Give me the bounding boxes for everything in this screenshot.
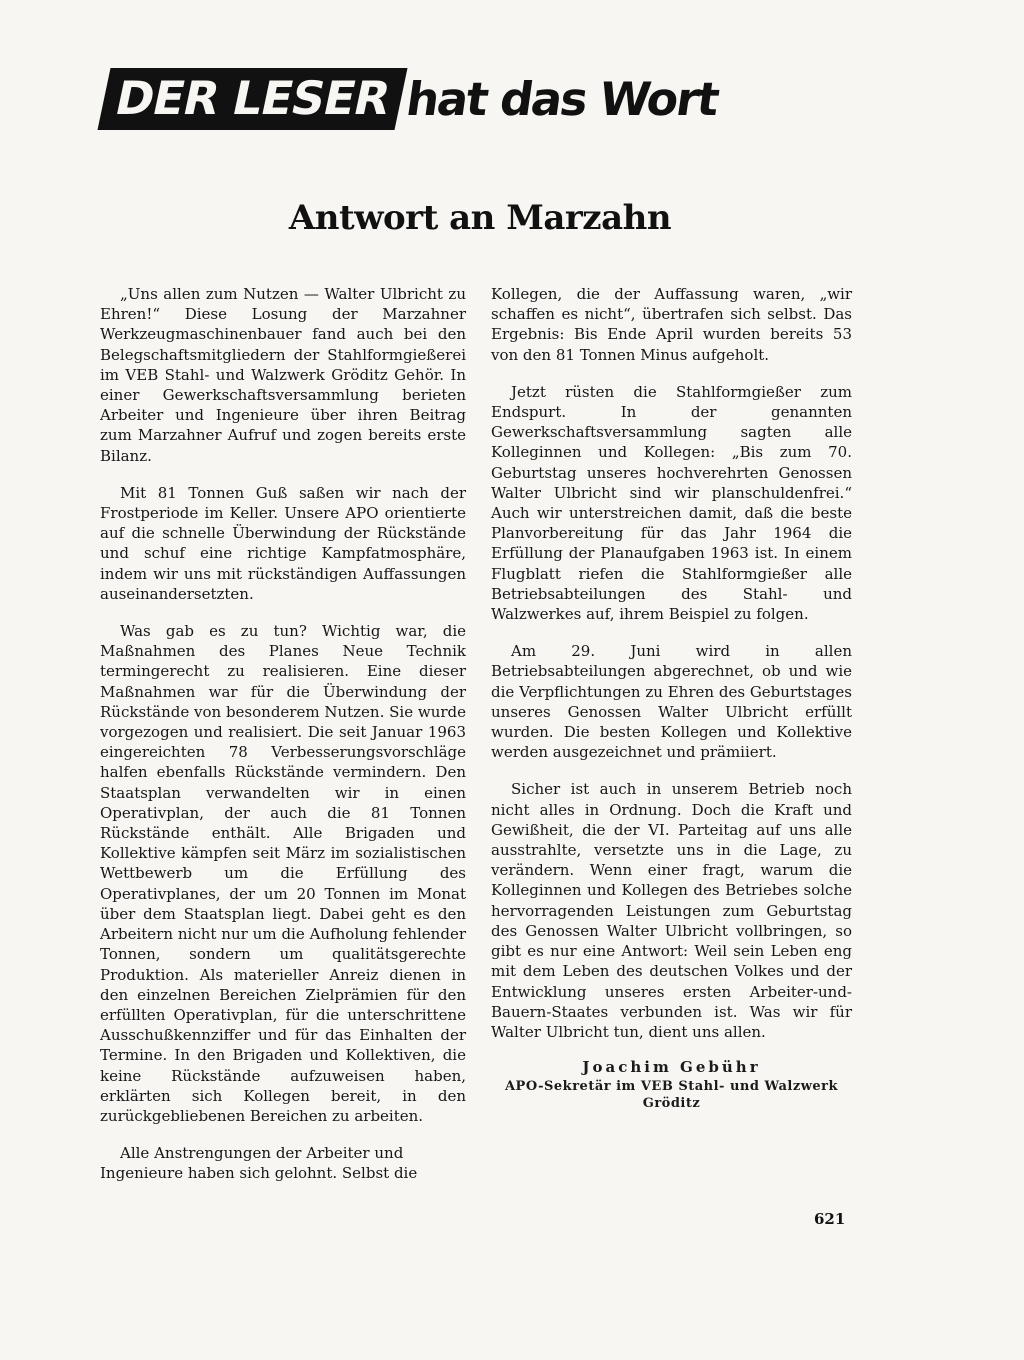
paragraph: Mit 81 Tonnen Guß saßen wir nach der Frostperiode im Keller. Unsere APO orientierte auf die schnelle Überwindung der Rückstände und schuf eine richtige Kampfatmosphäre, indem wir uns mit rückständigen Auffassungen auseinandersetzten. <box>100 483 466 603</box>
paragraph: Was gab es zu tun? Wichtig war, die Maßnahmen des Planes Neue Technik termingerecht zu realisieren. Eine dieser Maßnahmen war für die Überwindung der Rückstände von besonderem Nutzen. Sie wurde vorgezogen und realisiert. Die seit Januar 1963 eingereichten 78 Verbesserungsvorschläge halfen ebenfalls Rückstände vermindern. Den Staatsplan verwandelten wir in einen Operativplan, der auch die 81 Tonnen Rückstände enthält. Alle Brigaden und Kollektive kämpfen seit März im sozialistischen Wettbewerb um die Erfüllung des Operativplanes, der um 20 Tonnen im Monat über dem Staatsplan liegt. Dabei geht es den Arbeitern nicht nur um die Aufholung fehlender Tonnen, sondern um qualitätsgerechte Produktion. Als materieller Anreiz dienen in den einzelnen Bereichen Zielprämien für den erfüllten Operativplan, für die unterschrittene Ausschußkennziffer und für das Einhalten der Termine. In den Brigaden und Kollektiven, die keine Rückstände aufzuweisen haben, erklärten sich Kollegen bereit, in den zurückgebliebenen Bereichen zu arbeiten. <box>100 622 466 1125</box>
author-name: Joachim Gebühr <box>582 1058 761 1077</box>
article-headline <box>0 198 960 238</box>
signature <box>491 1056 852 1112</box>
paragraph: Jetzt rüsten die Stahlformgießer zum Endspurt. In der genannten Gewerkschaftsversammlung sagten alle Kolleginnen und Kollegen: „Bis zum 70. Geburtstag unseres hochverehrten Genossen Walter Ulbricht sind wir planschuldenfrei.“ Auch wir unterstreichen damit, daß die beste Planvorbereitung für das Jahr 1964 die Erfüllung der Planaufgaben 1963 ist. In einem Flugblatt riefen die Stahlformgießer alle Betriebsabteilungen des Stahl- und Walzwerkes auf, ihrem Beispiel zu folgen. <box>491 382 852 624</box>
headline-text: Antwort an Marzahn <box>288 198 672 238</box>
masthead-highlight: DER LESER <box>97 68 407 130</box>
paragraph: „Uns allen zum Nutzen — Walter Ulbricht zu Ehren!“ Diese Losung der Marzahner Werkzeugmaschinenbauer fand auch bei den Belegschaftsmitgliedern der Stahlformgießerei im VEB Stahl- und Walzwerk Gröditz Gehör. In einer Gewerkschaftsversammlung berieten Arbeiter und Ingenieure über ihren Beitrag zum Marzahner Aufruf und zogen bereits erste Bilanz. <box>100 285 466 465</box>
masthead-rest: hat das Wort <box>402 72 722 126</box>
masthead <box>99 66 722 132</box>
right-column <box>491 284 852 1112</box>
author-location: Gröditz <box>642 1096 701 1112</box>
paragraph: Alle Anstrengungen der Arbeiter und Ingenieure haben sich gelohnt. Selbst die <box>100 1144 418 1183</box>
page-number: 621 <box>814 1210 846 1228</box>
paragraph-continuation: Kollegen, die der Auffassung waren, „wir schaffen es nicht“, übertrafen sich selbst. Das Ergebnis: Bis Ende April wurden bereits 53 von den 81 Tonnen Minus aufgeholt. <box>491 285 852 364</box>
author-role: APO-Sekretär im VEB Stahl- und Walzwerk <box>504 1079 839 1095</box>
left-column <box>100 284 466 1201</box>
paragraph: Am 29. Juni wird in allen Betriebsabteilungen abgerechnet, ob und wie die Verpflichtungen zu Ehren des Geburtstages unseres Genossen Walter Ulbricht erfüllt wurden. Die besten Kollegen und Kollektive werden ausgezeichnet und prämiiert. <box>491 642 852 762</box>
paragraph: Sicher ist auch in unserem Betrieb noch nicht alles in Ordnung. Doch die Kraft und Gewißheit, die der VI. Parteitag auf uns alle ausstrahlte, versetzte uns in die Lage, zu verändern. Wenn einer fragt, warum die Kolleginnen und Kollegen des Betriebes solche hervorragenden Leistungen zum Geburtstag des Genossen Walter Ulbricht vollbringen, so gibt es nur eine Antwort: Weil sein Leben eng mit dem Leben des deutschen Volkes und der Entwicklung unseres ersten Arbeiter-und-Bauern-Staates verbunden ist. Was wir für Walter Ulbricht tun, dient uns allen. <box>491 780 852 1041</box>
